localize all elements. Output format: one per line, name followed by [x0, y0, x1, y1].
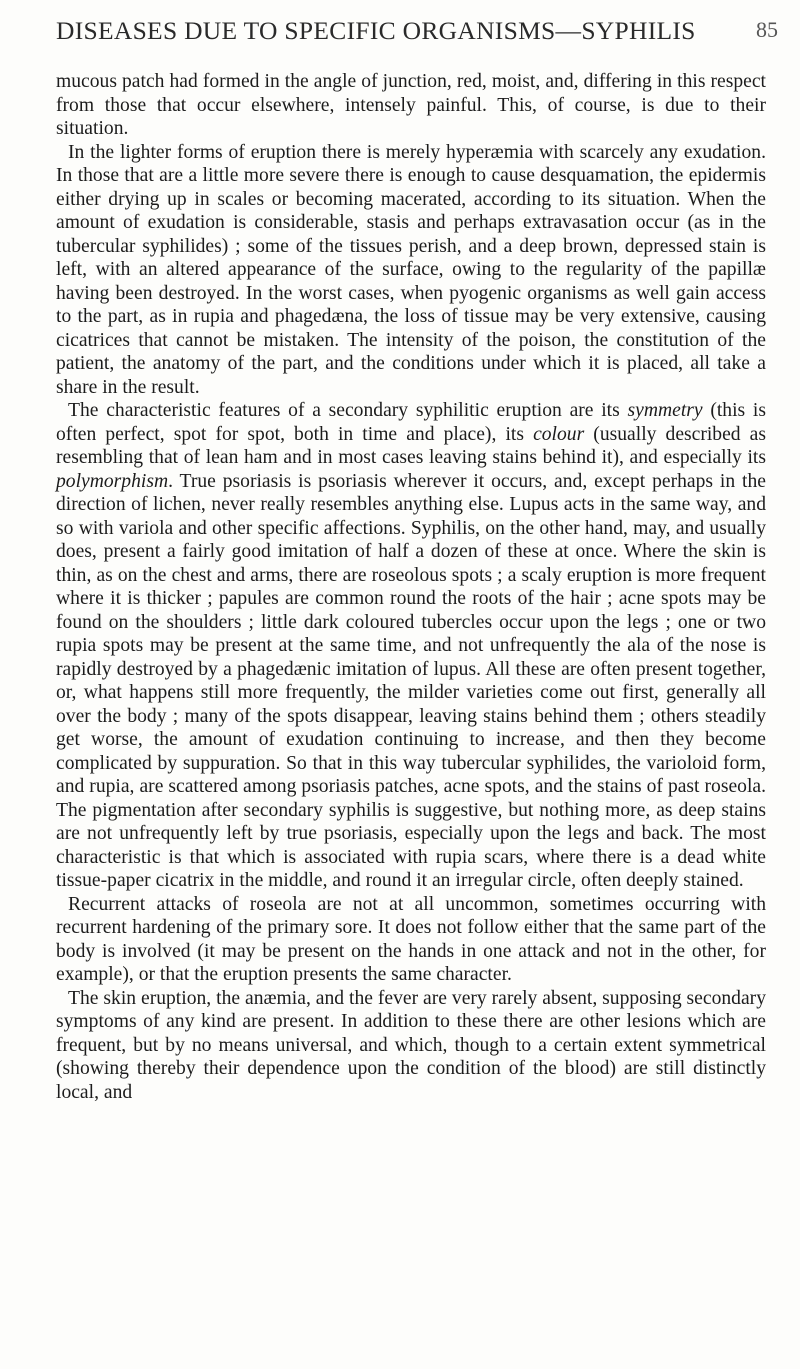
text-segment: The characteristic features of a secondary syphilitic eruption are its — [68, 400, 628, 421]
paragraph-skin-eruption: The skin eruption, the anæmia, and the fever are very rarely absent, supposing secondary symptoms of any kind are present. In addition to these there are other lesions which are frequent, but by no means universal, and which, though to a certain extent symmetrical (showing thereby their dependence upon the condition of the blood) are still distinctly local, and — [56, 987, 766, 1103]
paragraph-continued: mucous patch had formed in the angle of junction, red, moist, and, differing in this respect from those that occur elsewhere, intensely painful. This, of course, is due to their situation. — [56, 71, 766, 139]
page-number: 85 — [756, 17, 778, 42]
text-segment: . True psoriasis is psoriasis wherever it occurs, and, except perhaps in the direction of lichen, never really resembles anything else. Lupus acts in the same way, and so with variola and other specific affections. Syphilis, on the other hand, may, and usually does, present a fairly good imitation of half a dozen of these at once. Where the skin is thin, as on the chest and arms, there are roseolous spots ; a scaly eruption is more frequent where it is thicker ; papules are common round the roots of the hair ; acne spots may be found on the shoulders ; little dark coloured tubercles occur upon the legs ; one or two rupia spots may be present at the same time, and not unfrequently the ala of the nose is rapidly destroyed by a phagedænic imitation of lupus. All these are often present together, or, what happens still more frequently, the milder varieties come out first, generally all over the body ; many of the spots disappear, leaving stains behind them ; others steadily get worse, the amount of exudation continuing to increase, and then they become complicated by suppuration. So that in this way tubercular syphilides, the varioloid form, and rupia, are scattered among psoriasis patches, acne spots, and the stains of past roseola. The pigmentation after secondary syphilis is suggestive, but nothing more, as deep stains are not unfrequently left by true psoriasis, especially upon the legs and back. The most characteristic is that which is associated with rupia scars, where there is a dead white tissue-paper cicatrix in the middle, and round it an irregular circle, often deeply stained. — [56, 470, 766, 891]
running-head — [52, 16, 778, 56]
emphasis-colour: colour — [533, 423, 585, 445]
paragraph-characteristic-features — [56, 399, 766, 893]
body-text — [56, 70, 766, 1104]
paragraph-eruption-forms: In the lighter forms of eruption there is merely hyperæmia with scarcely any exudation. In those that are a little more severe there is enough to cause desquamation, the epidermis either drying up in scales or becoming macerated, according to its situation. When the amount of exudation is considerable, stasis and perhaps extravasation occur (as in the tubercular syphilides) ; some of the tissues perish, and a deep brown, depressed stain is left, with an altered appearance of the surface, owing to the regularity of the papillæ having been destroyed. In the worst cases, when pyogenic organisms as well gain access to the part, as in rupia and phagedæna, the loss of tissue may be very extensive, causing cicatrices that cannot be mistaken. The intensity of the poison, the constitution of the patient, the anatomy of the part, and the conditions under which it is placed, all take a share in the result. — [56, 141, 766, 398]
paragraph-recurrent-attacks: Recurrent attacks of roseola are not at all uncommon, sometimes occurring with recurrent hardening of the primary sore. It does not follow either that the same part of the body is involved (it may be present on the hands in one attack and not in the other, for example), or that the eruption presents the same character. — [56, 893, 766, 985]
text-segment: (this is often perfect, spot for spot, both in time and place), its — [56, 400, 766, 445]
emphasis-symmetry: symmetry — [627, 400, 703, 421]
running-title: DISEASES DUE TO SPECIFIC ORGANISMS—SYPHILIS — [56, 16, 696, 45]
emphasis-polymorphism: polymorphism — [56, 470, 169, 492]
text-segment: (usually described as resembling that of lean ham and in most cases leaving stains behind it), and especially its — [56, 423, 767, 468]
